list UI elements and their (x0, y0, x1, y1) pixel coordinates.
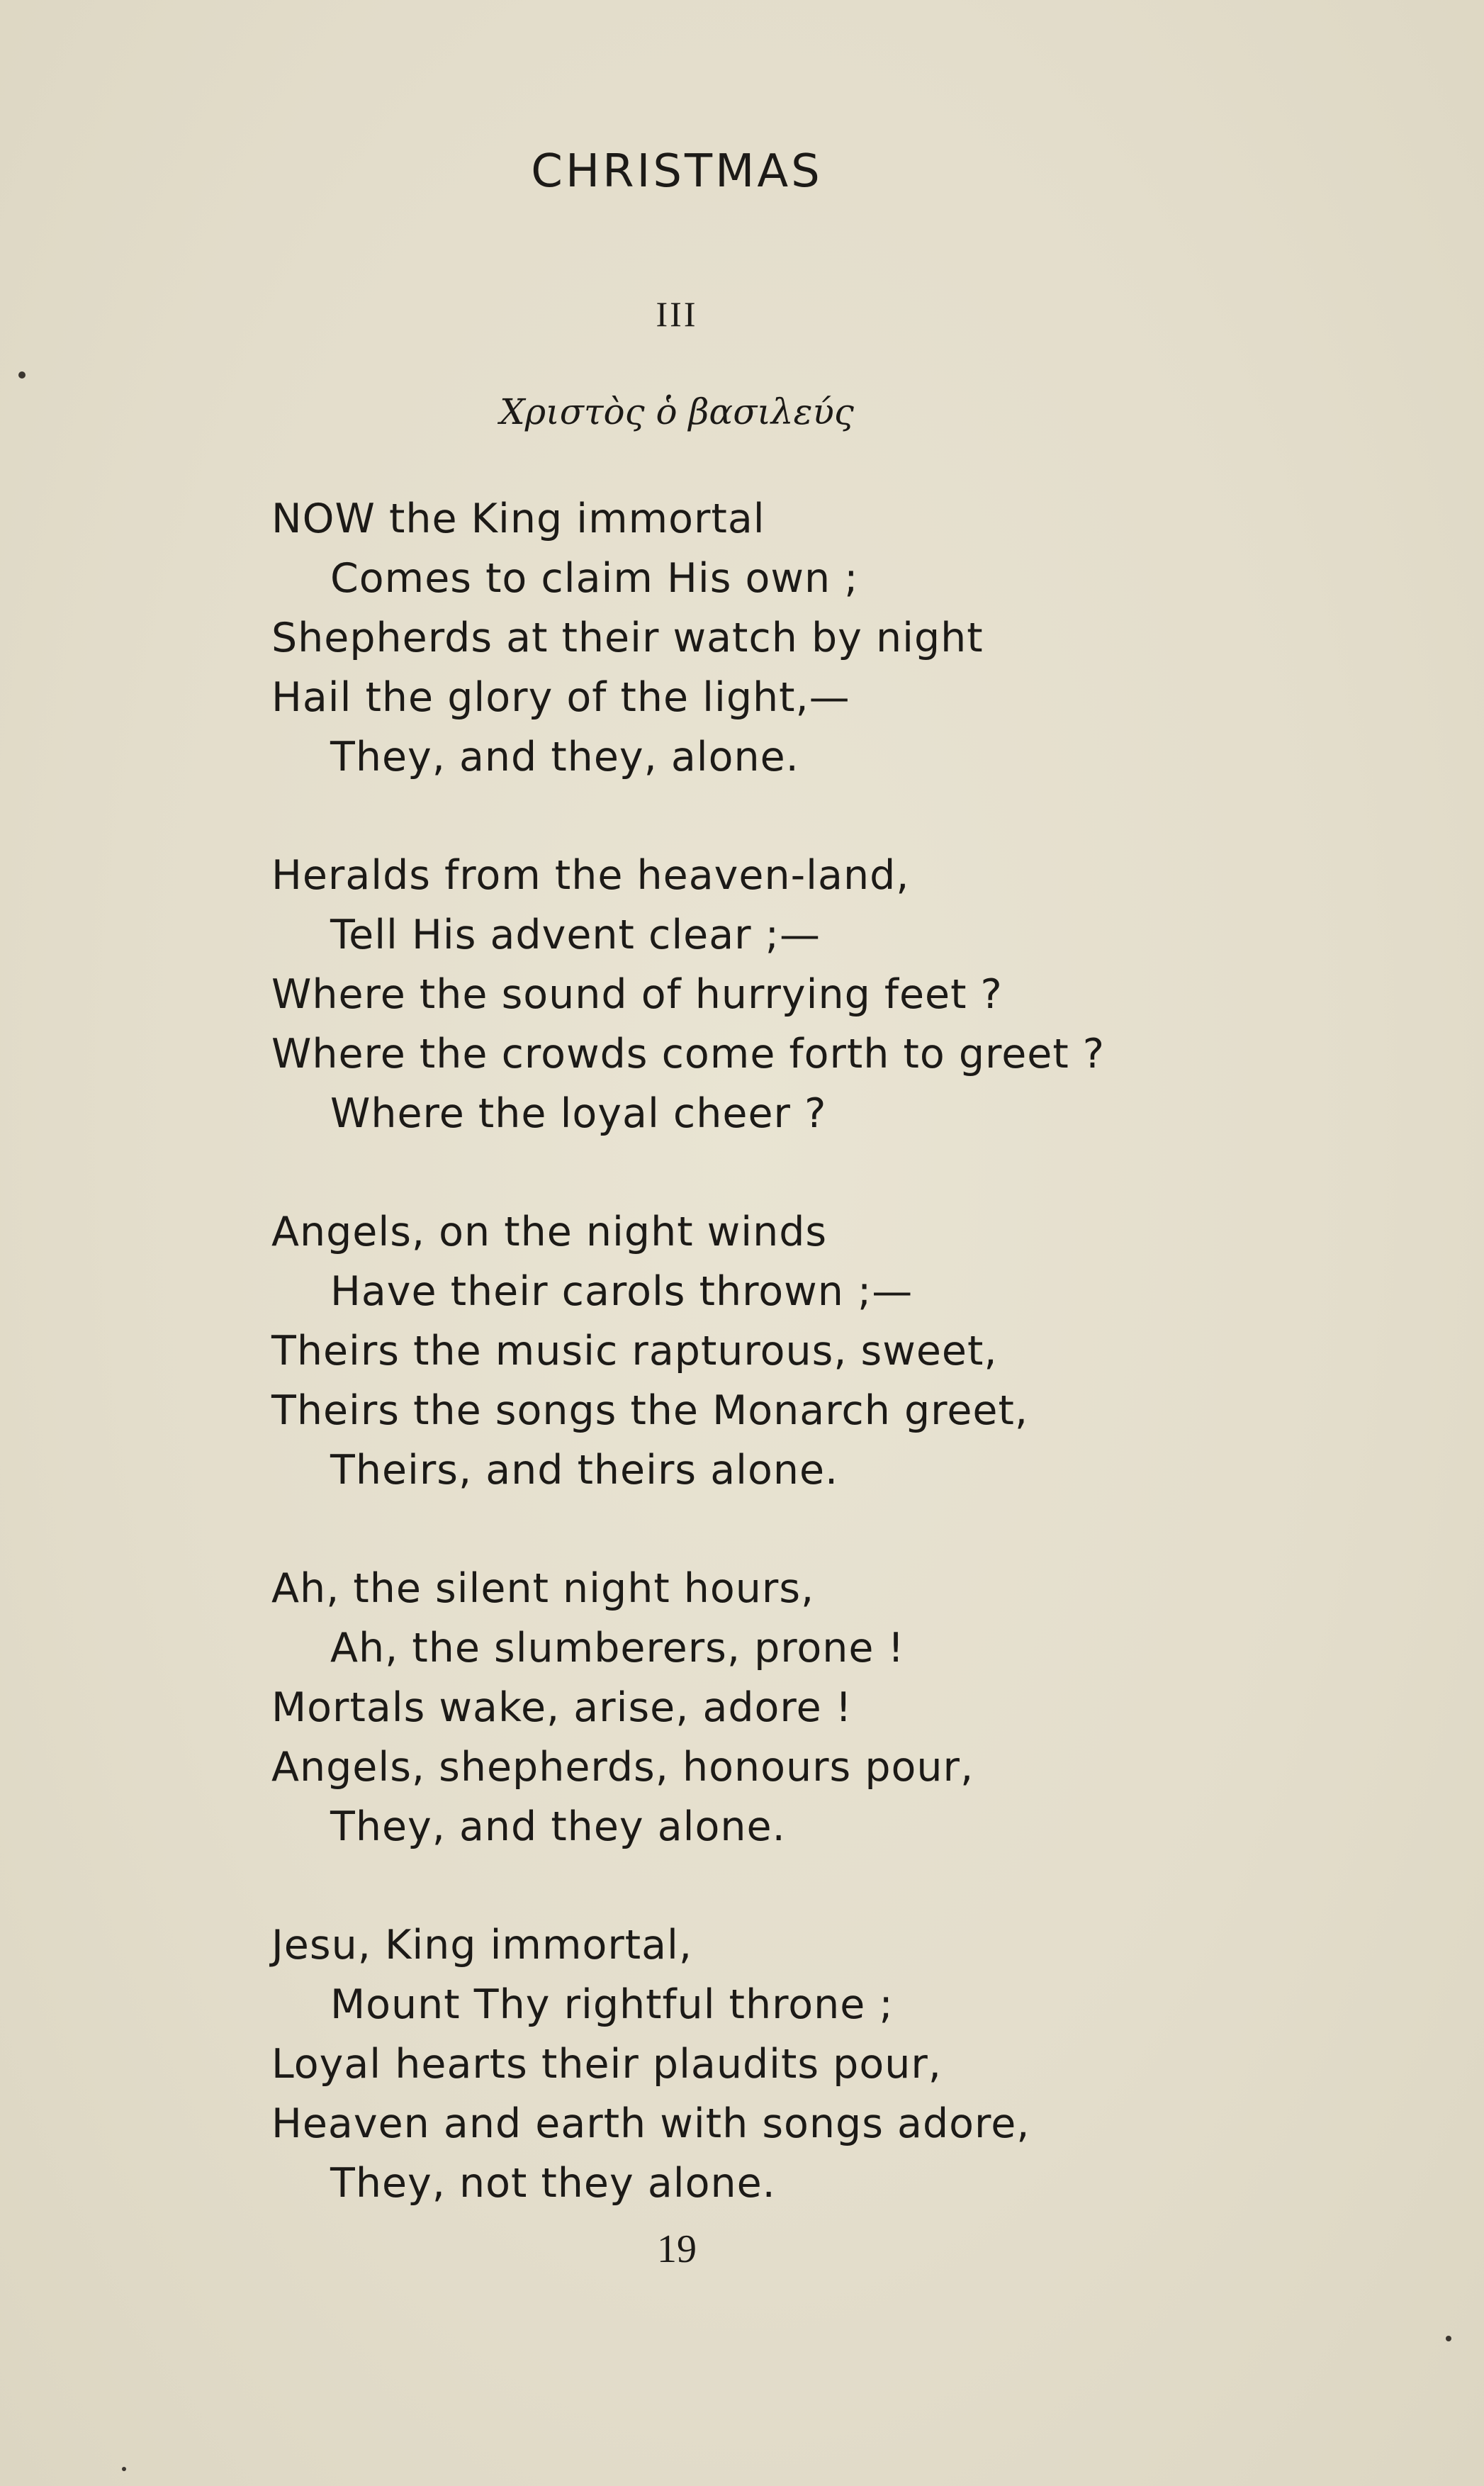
page-number: 19 (657, 2227, 697, 2271)
poem-line: Mortals wake, arise, adore ! (271, 1684, 853, 1731)
poem (271, 489, 1193, 2272)
poem-line: Angels, shepherds, honours pour, (271, 1744, 974, 1791)
paper-speck (18, 371, 26, 379)
poem-line: Ah, the silent night hours, (271, 1565, 815, 1612)
stanza-3 (271, 1202, 1193, 1500)
poem-line: Heralds from the heaven-land, (271, 852, 910, 899)
poem-line: They, and they, alone. (330, 734, 799, 780)
poem-line: Comes to claim His own ; (330, 555, 859, 602)
poem-line: Mount Thy rightful throne ; (330, 1981, 894, 2028)
poem-line: Where the sound of hurrying feet ? (271, 971, 1003, 1018)
poem-line: Where the crowds come forth to greet ? (271, 1031, 1106, 1077)
stanza-1 (271, 489, 1193, 787)
poem-line: NOW the King immortal (271, 495, 765, 542)
paper-speck (1446, 2336, 1451, 2341)
poem-line: Theirs the music rapturous, sweet, (271, 1328, 998, 1374)
running-head: CHRISTMAS (531, 145, 823, 198)
stanza-4 (271, 1559, 1193, 1857)
poem-line: Theirs the songs the Monarch greet, (271, 1387, 1028, 1434)
poem-line: Heaven and earth with songs adore, (271, 2100, 1030, 2147)
poem-line: They, and they alone. (330, 1803, 786, 1850)
greek-epigraph: Χριστὸς ὁ βασιλεύς (500, 391, 854, 432)
poem-line: Jesu, King immortal, (271, 1922, 693, 1969)
poem-line: Shepherds at their watch by night (271, 615, 984, 661)
poem-line: Hail the glory of the light,— (271, 674, 850, 721)
stanza-2 (271, 846, 1193, 1143)
section-number: III (656, 294, 698, 334)
poem-line: Theirs, and theirs alone. (330, 1447, 839, 1494)
stanza-5 (271, 1915, 1193, 2213)
poem-line: Have their carols thrown ;— (330, 1268, 914, 1315)
poem-line: Where the loyal cheer ? (330, 1090, 827, 1137)
poem-line: Ah, the slumberers, prone ! (330, 1625, 905, 1672)
poem-line: Tell His advent clear ;— (330, 912, 821, 958)
paper-speck (122, 2467, 126, 2471)
poem-line: They, not they alone. (330, 2160, 776, 2207)
poem-line: Loyal hearts their plaudits pour, (271, 2041, 942, 2088)
poem-line: Angels, on the night winds (271, 1209, 828, 1255)
